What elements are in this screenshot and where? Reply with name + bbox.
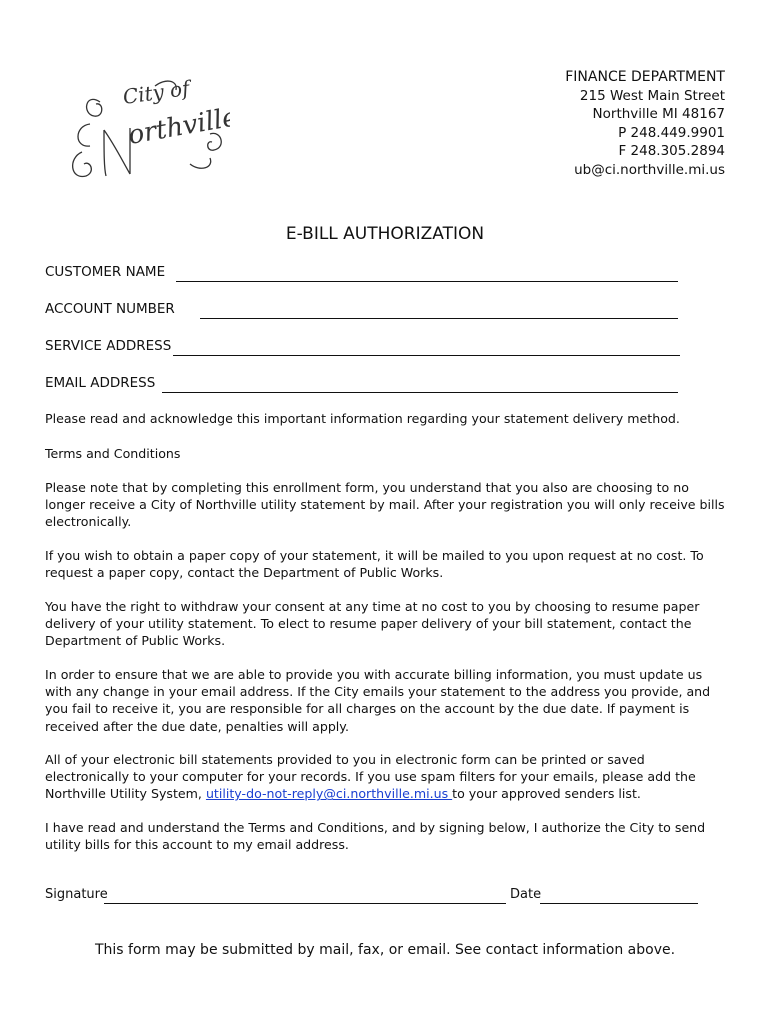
signature-label: Signature xyxy=(45,887,108,902)
authorization-paragraph: I have read and understand the Terms and Conditions, and by signing below, I authorize the City to send utility bills for this account to my email address. xyxy=(45,820,706,853)
terms-paragraph-5-text: All of your electronic bill statements provided to you in electronic form can be printed or saved electronically to your computer for your records. If you use spam filters for your emails, please add the Northville Utility System, xyxy=(45,752,696,802)
submission-note: This form may be submitted by mail, fax, or email. See contact information above. xyxy=(94,942,676,958)
email-address-line[interactable] xyxy=(162,392,678,393)
service-address-label: SERVICE ADDRESS xyxy=(45,338,172,354)
terms-paragraph-2: If you wish to obtain a paper copy of your statement, it will be mailed to you upon request at no cost. To request a paper copy, contact the Department of Public Works. xyxy=(45,548,704,581)
terms-paragraph-1: Please note that by completing this enrollment form, you understand that you also are choosing to no longer receive a City of Northville utility statement by mail. After your registration you will only receive bills electronically. xyxy=(45,480,725,530)
terms-paragraph-5 xyxy=(45,751,730,803)
street-address: 215 West Main Street xyxy=(579,87,725,104)
form-title: E-BILL AUTHORIZATION xyxy=(285,224,485,244)
terms-heading: Terms and Conditions xyxy=(45,446,181,461)
account-number-label: ACCOUNT NUMBER xyxy=(45,301,175,317)
svg-text:City of: City of xyxy=(121,75,191,109)
department-name: FINANCE DEPARTMENT xyxy=(565,69,725,85)
account-number-line[interactable] xyxy=(200,318,678,319)
do-not-reply-email-link[interactable]: utility-do-not-reply@ci.northville.mi.us xyxy=(205,786,453,802)
date-line[interactable] xyxy=(540,903,698,904)
terms-paragraph-5-end: to your approved senders list. xyxy=(452,786,641,802)
terms-paragraph-4: In order to ensure that we are able to provide you with accurate billing information, you must update us with any change in your email address. If the City emails your statement to the address you provide, and you fail to receive it, you are responsible for all charges on the account by the due date. If payment is received after the due date, penalties will apply. xyxy=(45,667,711,734)
department-contact-block xyxy=(565,68,725,179)
date-label: Date xyxy=(510,887,542,902)
svg-text:orthville: orthville xyxy=(126,102,230,151)
signature-line[interactable] xyxy=(104,903,506,904)
phone-number: P 248.449.9901 xyxy=(618,124,725,141)
city-state-zip: Northville MI 48167 xyxy=(592,106,725,122)
email-address-label: EMAIL ADDRESS xyxy=(45,375,156,391)
customer-name-label: CUSTOMER NAME xyxy=(45,264,166,280)
city-of-northville-logo xyxy=(60,72,230,194)
fax-number: F 248.305.2894 xyxy=(618,143,725,159)
contact-email[interactable]: ub@ci.northville.mi.us xyxy=(574,161,725,178)
intro-paragraph: Please read and acknowledge this important information regarding your statement delivery method. xyxy=(45,411,680,426)
terms-paragraph-3: You have the right to withdraw your consent at any time at no cost to you by choosing to resume paper delivery of your utility statement. To elect to resume paper delivery of your bill statement, contact the Department of Public Works. xyxy=(45,599,700,649)
service-address-line[interactable] xyxy=(173,355,680,356)
customer-name-line[interactable] xyxy=(176,281,678,282)
